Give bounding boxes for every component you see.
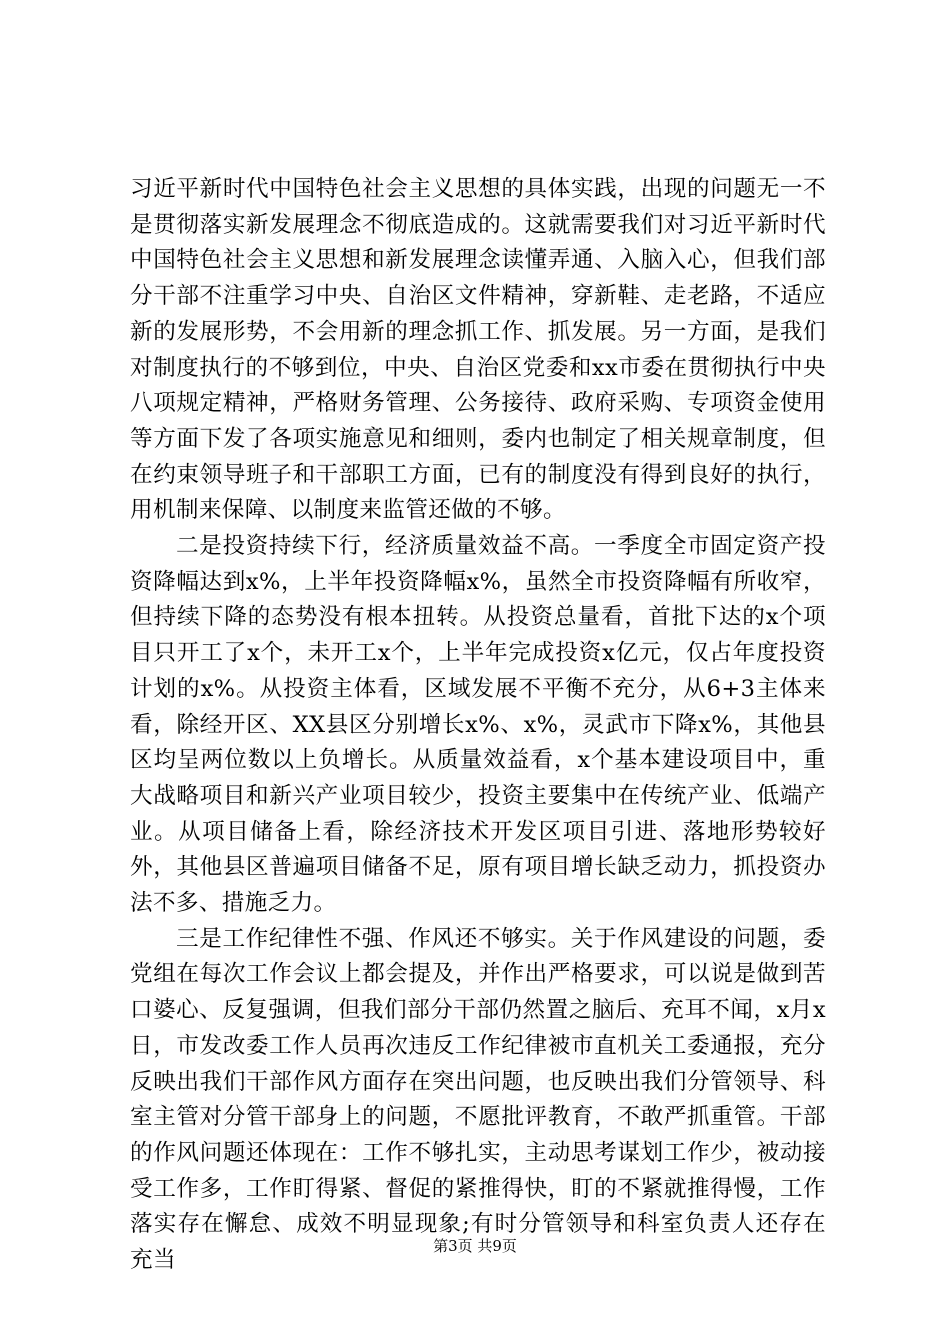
paragraph-3: 三是工作纪律性不强、作风还不够实。关于作风建设的问题，委党组在每次工作会议上都会提及，并作出严格要求，可以说是做到苦口婆心、反复强调，但我们部分干部仍然置之脑后、充耳不闻，x月x日，市发改委工作人员再次违反工作纪律被市直机关工委通报，充分反映出我们干部作风方面存在突出问题，也反映出我们分管领导、科室主管对分管干部身上的问题，不愿批评教育，不敢严抓重管。干部的作风问题还体现在：工作不够扎实，主动思考谋划工作少，被动接受工作多，工作盯得紧、督促的紧推得快，盯的不紧就推得慢，工作落实存在懈怠、成效不明显现象;有时分管领导和科室负责人还存在充当 [130,925,826,1274]
paragraph-2: 二是投资持续下行，经济质量效益不高。一季度全市固定资产投资降幅达到x%，上半年投资降幅x%，虽然全市投资降幅有所收窄，但持续下降的态势没有根本扭转。从投资总量看，首批下达的x个项目只开工了x个，未开工x个，上半年完成投资x亿元，仅占年度投资计划的x%。从投资主体看，区域发展不平衡不充分，从6+3主体来看，除经开区、XX县区分别增长x%、x%，灵武市下降x%，其他县区均呈两位数以上负增长。从质量效益看，x个基本建设项目中，重大战略项目和新兴产业项目较少，投资主要集中在传统产业、低端产业。从项目储备上看，除经济技术开发区项目引进、落地形势较好外，其他县区普遍项目储备不足，原有项目增长缺乏动力，抓投资办法不多、措施乏力。 [130,533,826,917]
page-number-footer: 第3页 共9页 [433,1237,517,1255]
body-text [130,172,826,1279]
paragraph-1: 习近平新时代中国特色社会主义思想的具体实践，出现的问题无一不是贯彻落实新发展理念不彻底造成的。这就需要我们对习近平新时代中国特色社会主义思想和新发展理念读懂弄通、入脑入心，但我们部分干部不注重学习中央、自治区文件精神，穿新鞋、走老路，不适应新的发展形势，不会用新的理念抓工作、抓发展。另一方面，是我们对制度执行的不够到位，中央、自治区党委和xx市委在贯彻执行中央八项规定精神，严格财务管理、公务接待、政府采购、专项资金使用等方面下发了各项实施意见和细则，委内也制定了相关规章制度，但在约束领导班子和干部职工方面，已有的制度没有得到良好的执行，用机制来保障、以制度来监管还做的不够。 [130,176,826,524]
